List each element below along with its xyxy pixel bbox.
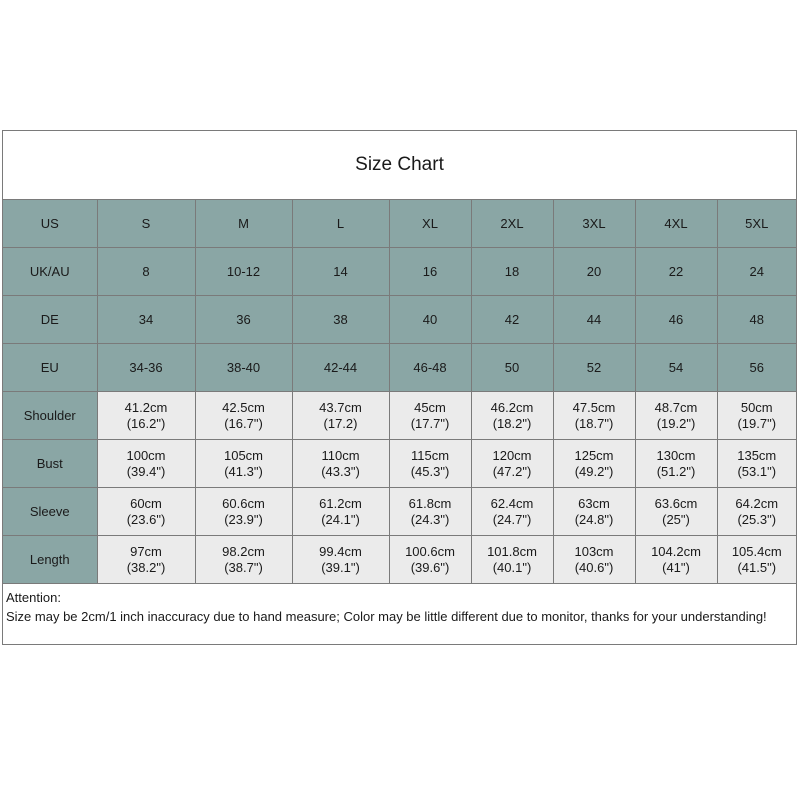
cm-value: 43.7cm (319, 399, 362, 415)
table-cell (471, 488, 553, 536)
table-cell (389, 392, 471, 440)
table-cell: 56 (717, 344, 796, 392)
table-cell (389, 440, 471, 488)
cm-value: 46.2cm (490, 399, 534, 415)
table-cell: 4XL (635, 200, 717, 248)
table-cell (471, 536, 553, 584)
table-cell: 42 (471, 296, 553, 344)
cm-value: 105.4cm (731, 543, 782, 559)
inch-value: (45.3") (410, 463, 450, 479)
row-label: Bust (3, 440, 97, 488)
table-cell (553, 536, 635, 584)
cm-value: 115cm (410, 447, 450, 463)
table-cell: 5XL (717, 200, 796, 248)
cm-value: 135cm (737, 447, 777, 463)
table-cell (97, 536, 195, 584)
table-cell (195, 440, 292, 488)
inch-value: (53.1") (737, 463, 777, 479)
table-cell (292, 392, 389, 440)
inch-value: (49.2") (574, 463, 614, 479)
cm-value: 60cm (130, 495, 162, 511)
attention-text: Size may be 2cm/1 inch inaccuracy due to hand measure; Color may be little different due to monitor, thanks for your understanding! (6, 609, 767, 624)
cm-value: 104.2cm (651, 543, 701, 559)
table-row (3, 344, 796, 392)
table-body (3, 200, 796, 584)
table-cell: 46 (635, 296, 717, 344)
cm-value: 101.8cm (487, 543, 537, 559)
row-label: Length (3, 536, 97, 584)
table-cell (635, 488, 717, 536)
cm-value: 110cm (321, 447, 360, 463)
cm-value: 41.2cm (124, 399, 168, 415)
table-row (3, 200, 796, 248)
table-cell: 52 (553, 344, 635, 392)
cm-value: 47.5cm (572, 399, 616, 415)
inch-value: (39.4") (126, 463, 166, 479)
table-cell (635, 392, 717, 440)
table-row (3, 392, 796, 440)
inch-value: (38.2") (126, 559, 166, 575)
size-table (3, 200, 796, 584)
table-cell: 18 (471, 248, 553, 296)
inch-value: (23.9") (224, 511, 263, 527)
cm-value: 45cm (414, 399, 446, 415)
cm-value: 120cm (492, 447, 532, 463)
table-cell: 20 (553, 248, 635, 296)
table-cell: M (195, 200, 292, 248)
table-cell: 8 (97, 248, 195, 296)
cm-value: 61.8cm (408, 495, 452, 511)
inch-value: (51.2") (656, 463, 696, 479)
table-cell (635, 440, 717, 488)
cm-value: 60.6cm (222, 495, 265, 511)
inch-value: (25.3") (737, 511, 777, 527)
table-cell: 48 (717, 296, 796, 344)
inch-value: (18.7") (574, 415, 614, 431)
table-cell (97, 488, 195, 536)
table-cell: 40 (389, 296, 471, 344)
table-cell: 34-36 (97, 344, 195, 392)
table-cell: 3XL (553, 200, 635, 248)
inch-value: (24.7") (492, 511, 532, 527)
table-cell (471, 392, 553, 440)
row-label: Sleeve (3, 488, 97, 536)
cm-value: 99.4cm (319, 543, 362, 559)
inch-value: (41.3") (224, 463, 263, 479)
cm-value: 61.2cm (319, 495, 362, 511)
table-cell (195, 488, 292, 536)
cm-value: 105cm (223, 447, 264, 463)
table-cell: 14 (292, 248, 389, 296)
row-label: US (3, 200, 97, 248)
table-cell: 46-48 (389, 344, 471, 392)
cm-value: 63.6cm (654, 495, 698, 511)
table-cell: 22 (635, 248, 717, 296)
inch-value: (24.1") (321, 511, 360, 527)
inch-value: (39.1") (321, 559, 360, 575)
inch-value: (40.6") (574, 559, 614, 575)
table-cell (471, 440, 553, 488)
row-label: Shoulder (3, 392, 97, 440)
table-cell: 10-12 (195, 248, 292, 296)
cm-value: 98.2cm (222, 543, 265, 559)
table-cell (292, 488, 389, 536)
size-chart (2, 130, 797, 645)
table-cell (195, 392, 292, 440)
table-cell (292, 440, 389, 488)
table-cell (553, 440, 635, 488)
inch-value: (38.7") (224, 559, 263, 575)
table-cell: 44 (553, 296, 635, 344)
table-cell: 24 (717, 248, 796, 296)
chart-title: Size Chart (3, 131, 796, 200)
inch-value: (25") (662, 511, 690, 527)
table-cell: 54 (635, 344, 717, 392)
table-row (3, 488, 796, 536)
cm-value: 97cm (130, 543, 162, 559)
inch-value: (17.7") (410, 415, 450, 431)
table-cell: 38 (292, 296, 389, 344)
inch-value: (24.3") (410, 511, 450, 527)
table-cell: 2XL (471, 200, 553, 248)
inch-value: (17.2) (323, 415, 358, 431)
cm-value: 64.2cm (735, 495, 779, 511)
inch-value: (16.2") (126, 415, 166, 431)
table-cell (97, 440, 195, 488)
row-label: EU (3, 344, 97, 392)
table-cell (553, 488, 635, 536)
attention-note (3, 584, 796, 626)
table-cell: XL (389, 200, 471, 248)
cm-value: 125cm (574, 447, 614, 463)
table-cell: 36 (195, 296, 292, 344)
table-row (3, 536, 796, 584)
table-cell (389, 488, 471, 536)
table-cell (635, 536, 717, 584)
table-cell (717, 488, 796, 536)
inch-value: (24.8") (574, 511, 614, 527)
cm-value: 130cm (656, 447, 696, 463)
table-cell (195, 536, 292, 584)
cm-value: 62.4cm (490, 495, 534, 511)
table-row (3, 296, 796, 344)
row-label: UK/AU (3, 248, 97, 296)
cm-value: 50cm (740, 399, 773, 415)
table-cell (97, 392, 195, 440)
table-cell: 38-40 (195, 344, 292, 392)
table-row (3, 440, 796, 488)
inch-value: (47.2") (492, 463, 532, 479)
cm-value: 63cm (578, 495, 610, 511)
cm-value: 103cm (574, 543, 614, 559)
table-cell (389, 536, 471, 584)
inch-value: (19.7") (737, 415, 777, 431)
table-cell: 50 (471, 344, 553, 392)
table-cell: 34 (97, 296, 195, 344)
cm-value: 42.5cm (222, 399, 265, 415)
table-cell (553, 392, 635, 440)
inch-value: (18.2") (492, 415, 532, 431)
table-cell (717, 392, 796, 440)
table-cell: 16 (389, 248, 471, 296)
inch-value: (41.5") (737, 559, 777, 575)
cm-value: 100cm (126, 447, 166, 463)
inch-value: (23.6") (126, 511, 166, 527)
inch-value: (19.2") (656, 415, 696, 431)
table-cell: L (292, 200, 389, 248)
table-cell (292, 536, 389, 584)
inch-value: (43.3") (321, 463, 360, 479)
inch-value: (16.7") (224, 415, 263, 431)
inch-value: (40.1") (492, 559, 532, 575)
table-cell: S (97, 200, 195, 248)
table-row (3, 248, 796, 296)
cm-value: 48.7cm (654, 399, 698, 415)
cm-value: 100.6cm (405, 543, 455, 559)
inch-value: (39.6") (410, 559, 450, 575)
table-cell (717, 536, 796, 584)
inch-value: (41") (662, 559, 690, 575)
table-cell (717, 440, 796, 488)
row-label: DE (3, 296, 97, 344)
table-cell: 42-44 (292, 344, 389, 392)
attention-heading: Attention: (6, 590, 61, 605)
